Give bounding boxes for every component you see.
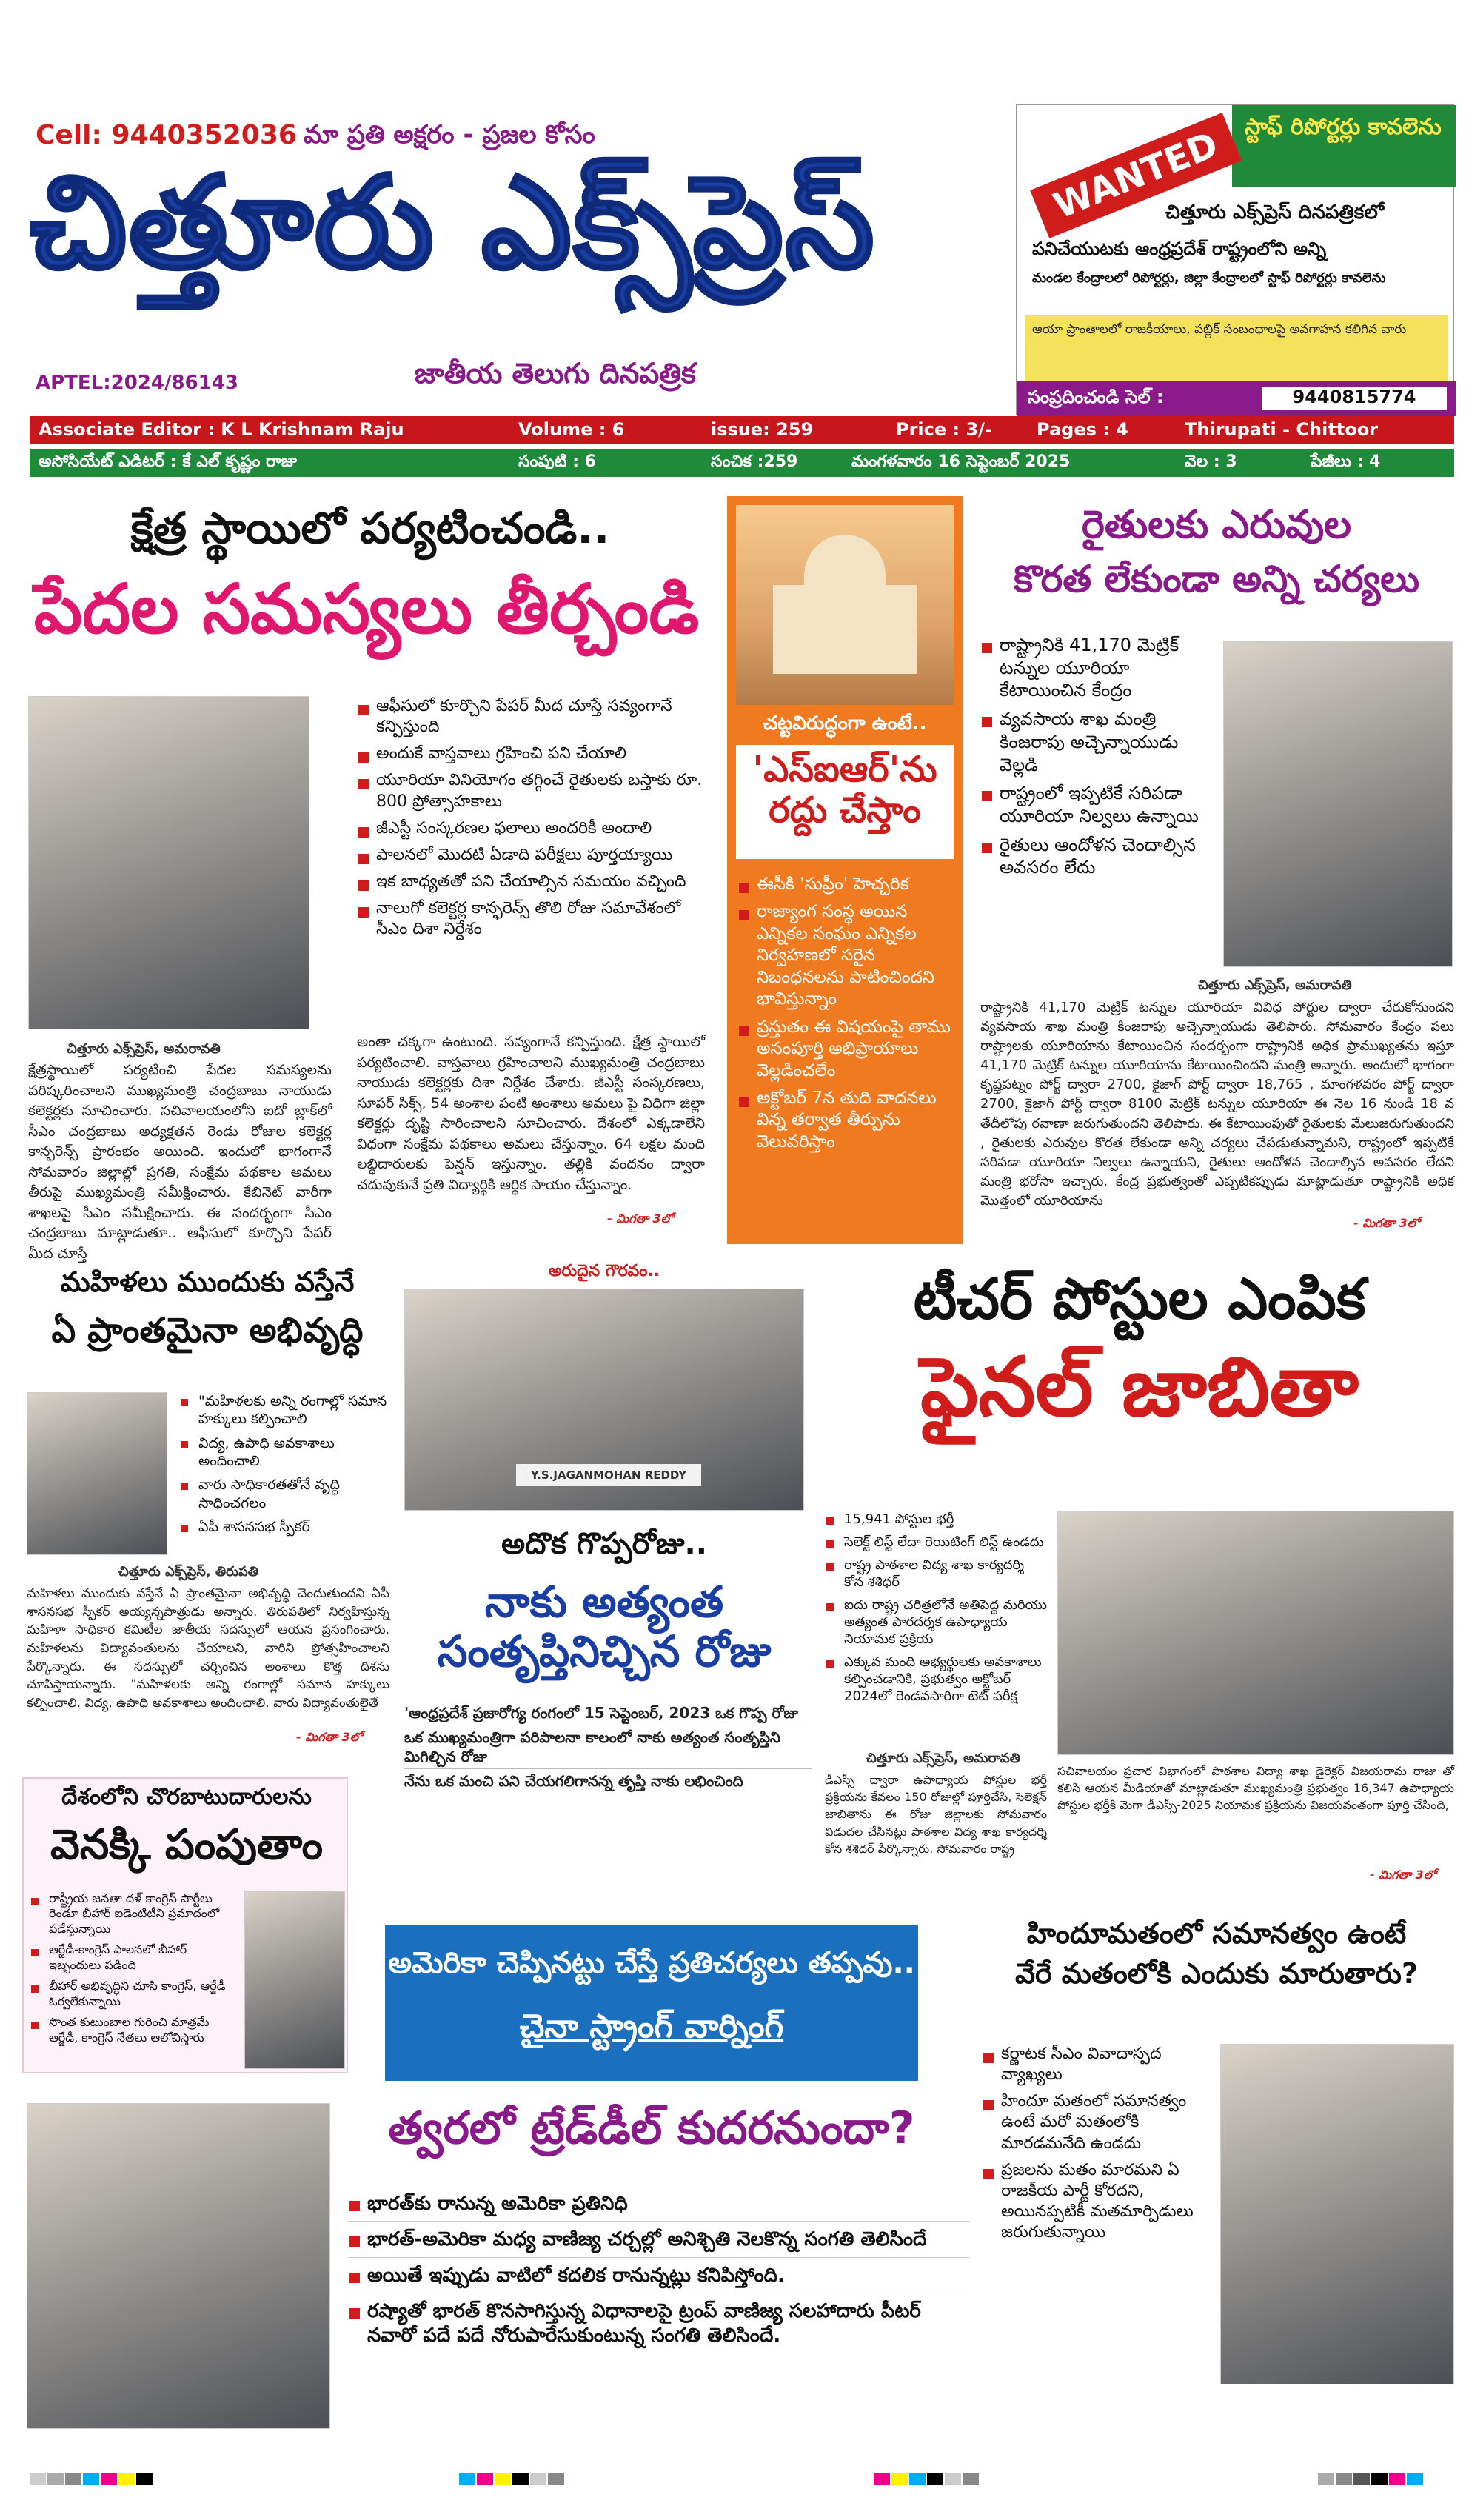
dome-icon [804, 535, 886, 586]
story2-bullet: ప్రస్తుతం ఈ విషయంపై తాము అసంపూర్తి అభిప్రాయాలు వెల్లడించలేం [737, 1017, 955, 1082]
story1-headline: పేదల సమస్యలు తీర్చండి [33, 569, 700, 649]
story5-kicker2: అదొక గొప్పరోజు.. [501, 1527, 707, 1561]
minister-photo [1223, 641, 1453, 967]
banner-line2: చైనా స్ట్రాంగ్ వార్నింగ్ [519, 2008, 784, 2045]
info-bar-english [30, 416, 1454, 444]
story9-bullet: రష్యాతో భారత్ కొనసాగిస్తున్న విధానాలపై ట్రంప్ వాణిజ్య సలహాదారు పీటర్ నవారో పదే పదే నోరుపారేసుకుంటున్న సంగతి తెలిసిందే. [348, 2299, 970, 2349]
story-women-empowerment [22, 1259, 392, 1748]
story1-bullet: ఇక బాధ్యతతో పని చేయాల్సిన సమయం వచ్చింది [357, 872, 705, 892]
tagline: మా ప్రతి అక్షరం - ప్రజల కోసం [304, 120, 595, 150]
story1-bullet: యూరియా వినియోగం తగ్గించే రైతులకు బస్తాకు రూ. 800 ప్రోత్సాహకాలు [357, 770, 705, 812]
story-fertilizer [976, 496, 1457, 1244]
story2-kicker: చట్టవిరుద్ధంగా ఉంటే.. [763, 712, 927, 735]
story4-bullet: "మహిళలకు అన్ని రంగాల్లో సమాన హక్కులు కల్పించాలి [179, 1392, 391, 1428]
supreme-court-photo [736, 505, 954, 705]
date-telugu: మంగళవారం 16 సెప్టెంబర్ 2025 [851, 452, 1071, 471]
story3-continued: - మిగతా 3లో [1353, 1216, 1420, 1230]
story3-dateline: చిత్తూరు ఎక్స్‌ప్రెస్, అమరావతి [1198, 977, 1352, 993]
story2-bullet: అక్టోబర్ 7న తుది వాదనలు విన్న తర్వాత తీర్పును వెలువరిస్తాం [737, 1088, 955, 1153]
story8-bullets [982, 2044, 1204, 2249]
wanted-ad-line2: పనిచేయుటకు ఆంధ్రప్రదేశ్ రాష్ట్రంలోని అన్ని [1032, 238, 1327, 259]
story3-headline: కొరత లేకుండా అన్ని చర్యలు [1013, 558, 1420, 601]
pm-photo [244, 1891, 345, 2069]
story1-dateline: చిత్తూరు ఎక్స్‌ప్రెస్, అమరావతి [67, 1041, 221, 1057]
banner-line1: అమెరికా చెప్పినట్టు చేస్తే ప్రతిచర్యలు తప్పవు.. [388, 1946, 915, 1980]
price-telugu: వెల : 3 [1185, 452, 1237, 471]
karnataka-cm-photo [1220, 2044, 1454, 2384]
story3-bullet: రైతులు ఆందోళన చెందాల్సిన అవసరం లేదు [980, 834, 1217, 879]
story7-kicker: దేశంలోని చొరబాటుదారులను [61, 1784, 312, 1810]
story6-bullet: ఎక్కువ మంది అభ్యర్థులకు అవకాశాలు కల్పించడానికి, ప్రభుత్వం అక్టోబర్ 2024లో రెండవసారిగా టెట్ పరీక్ష [825, 1654, 1047, 1705]
officials-photo [1057, 1511, 1454, 1755]
story6-kicker: టీచర్ పోస్టుల ఎంపిక [913, 1266, 1366, 1331]
registration-number: APTEL:2024/86143 [36, 372, 238, 394]
story5-line: 'ఆంధ్రప్రదేశ్ ప్రజారోగ్య రంగంలో 15 సెప్టెంబర్, 2023 ఒక గొప్ప రోజు [404, 1703, 812, 1725]
wanted-ad-contact-number: 9440815774 [1262, 387, 1447, 410]
story2-bullet: రాజ్యాంగ సంస్థ అయిన ఎన్నికల సంఘం ఎన్నికల నిర్వహణలో సరైన నిబంధనలను పాటించిందని భావిస్తున్నాం [737, 901, 955, 1010]
issue: issue: 259 [711, 419, 814, 440]
wanted-ad [1016, 104, 1454, 415]
story1-continued: - మిగతా 3లో [607, 1211, 674, 1226]
story1-bullets [357, 696, 705, 946]
cell-number: Cell: 9440352036 [36, 120, 297, 150]
speaker-photo [27, 1392, 167, 1555]
story9-bullet: భారత్‌కు రానున్న అమెరికా ప్రతినిధి [348, 2192, 970, 2222]
story-supreme-court [727, 496, 963, 1244]
story2-headline: 'ఎస్ఐఆర్'ను రద్దు చేస్తాం [736, 745, 954, 859]
story7-bullets [30, 1891, 238, 2051]
masthead [0, 0, 1469, 415]
wanted-ad-line1: చిత్తూరు ఎక్స్‌ప్రెస్ దినపత్రికలో [1165, 201, 1385, 224]
wanted-ad-heading: స్టాఫ్ రిపోర్టర్లు కావలెను [1245, 114, 1442, 140]
story4-dateline: చిత్తూరు ఎక్స్‌ప్రెస్, తిరుపతి [118, 1564, 258, 1580]
story4-body: మహిళలు ముందుకు వస్తేనే ఏ ప్రాంతమైనా అభివృద్ధి చెందుతుందని ఏపీ శాసనసభ స్పీకర్ అయ్యన్నపాత్రుడు అన్నారు. తిరుపతిలో నిర్వహిస్తున్న మహిళా సాధికార కమిటీల జాతీయ సదస్సులో ఆయన ప్రసంగించారు. మహిళలను విద్యావంతులను చేయాలని, వారిని ప్రోత్సహించాలని పేర్కొన్నారు. ఈ సదస్సులో చర్చించిన అంశాలు కొత్త దిశను చూపిస్తాయన్నారు. "మహిళలకు అన్ని రంగాల్లో సమాన హక్కులు కల్పించాలి. విద్య, ఉపాధి అవకాశాలు అందించాలి. వారు విద్యావంతులైతే [27, 1586, 389, 1711]
color-bar [30, 2473, 154, 2488]
info-bar-telugu [30, 449, 1454, 477]
story8-bullet: హిందూ మతంలో సమానత్వం ఉంటే మరో మతంలోకి మారడమనేది ఉండదు [982, 2091, 1204, 2153]
story9-bullets [348, 2192, 970, 2354]
story5-kicker: అరుదైన గౌరవం.. [548, 1262, 660, 1280]
associate-editor-telugu: అసోసియేట్ ఎడిటర్ : కే ఎల్ కృష్ణం రాజు [39, 452, 297, 471]
issue-telugu: సంచిక :259 [711, 452, 798, 471]
story6-bullets [825, 1511, 1047, 1711]
story9-headline: త్వరలో ట్రేడ్‌డీల్ కుదరనుందా? [388, 2102, 915, 2154]
associate-editor: Associate Editor : K L Krishnam Raju [39, 419, 404, 440]
wanted-ad-line3: మండల కేంద్రాలలో రిపోర్టర్లు, జిల్లా కేంద్రాలలో స్టాఫ్ రిపోర్టర్లు కావలెను [1032, 270, 1386, 286]
story2-bullet: ఈసీకి 'సుప్రీం' హెచ్చరిక [737, 874, 955, 895]
story7-bullet: ఆర్జేడీ-కాంగ్రెస్ పాలనలో బీహార్ ఇబ్బందులు పడింది [30, 1942, 238, 1973]
story1-bullet: పాలనలో మొదటి ఏడాది పరీక్షలు పూర్తయ్యాయి [357, 845, 705, 866]
story9-bullet: అయితే ఇప్పుడు వాటిలో కదలిక రానున్నట్లు కనిపిస్తోంది. [348, 2264, 970, 2293]
story1-bullet: అందుకే వాస్తవాలు గ్రహించి పని చేయాలి [357, 743, 705, 764]
color-bar [874, 2473, 980, 2488]
story-religion [976, 1911, 1457, 2429]
price: Price : 3/- [896, 419, 992, 440]
story5-line: ఒక ముఖ్యమంత్రిగా పరిపాలనా కాలంలో నాకు అత్యంత సంతృప్తిని మిగిల్చిన రోజు [404, 1728, 812, 1769]
story4-bullet: ఏపీ శాసనసభ స్పీకర్ [179, 1518, 391, 1536]
story2-bullets [737, 874, 955, 1159]
story-jagan [400, 1259, 814, 1790]
story3-bullets [980, 634, 1217, 885]
story1-kicker: క్షేత్ర స్థాయిలో పర్యటించండి.. [130, 503, 610, 553]
story7-bullet: రాష్ట్రీయ జనతా దళ్ కాంగ్రెస్ పార్టీలు రెండూ బీహార్ ఐడెంటిటీని ప్రమాదంలో పడేస్తున్నాయి [30, 1891, 238, 1936]
modi-trump-photo [27, 2103, 330, 2429]
story-teacher-posts [822, 1259, 1457, 1888]
story3-bullet: వ్యవసాయ శాఖ మంత్రి కింజరాపు అచ్చెన్నాయుడు వెల్లడి [980, 708, 1217, 776]
pages-telugu: పేజీలు : 4 [1311, 452, 1381, 471]
story7-headline: వెనక్కి పంపుతాం [50, 1821, 323, 1869]
jagan-photo [404, 1289, 804, 1511]
story6-bullet: రాష్ట్ర పాఠశాల విద్య శాఖ కార్యదర్శి కోన శశిధర్ [825, 1557, 1047, 1591]
story7-bullet: బీహార్ అభివృద్ధిని చూసి కాంగ్రెస్, ఆర్జేడీ ఓర్వలేకున్నాయి [30, 1979, 238, 2009]
story6-body-right: సచివాలయం ప్రచార విభాగంలో పాఠశాల విద్యా శాఖ డైరెక్టర్ విజయరామ రాజు తో కలిసి ఆయన మీడియాతో మాట్లాడుతూ ముఖ్యమంత్రి ప్రభుత్వం 16,347 ఉపాధ్యాయ పోస్టుల భర్తీకి మెగా డీఎస్సీ-2025 నియామక ప్రక్రియను విజయవంతంగా పూర్తి చేసింది, [1057, 1764, 1454, 1813]
story1-body-left: క్షేత్రస్థాయిలో పర్యటించి పేదల సమస్యలను పరిష్కరించాలని ముఖ్యమంత్రి చంద్రబాబు నాయుడు కలెక్టర్లకు సూచించారు. సచివాలయంలోని ఐదో బ్లాక్‌లో సీఎం చంద్రబాబు అధ్యక్షతన రెండు రోజుల కలెక్టర్ల కాన్ఫరెన్స్ ప్రారంభం అయింది. ఇందులో భాగంగానే సోమవారం జిల్లాల్లో ప్రగతి, సంక్షేమ పథకాల అమలు తీరుపై ముఖ్యమంత్రి సమీక్షించారు. కేబినెట్ వారీగా శాఖలపై సీఎం సమీక్షించారు. ఈ సందర్భంగా సీఎం చంద్రబాబు మాట్లాడుతూ.. ఆఫీసులో కూర్చొని పేపర్ మీద చూస్తే [28, 1062, 332, 1262]
story6-headline: ఫైనల్ జాబితా [920, 1340, 1359, 1434]
story5-headline: నాకు అత్యంత సంతృప్తినిచ్చిన రోజు [437, 1577, 772, 1677]
story-trade-deal [22, 2096, 970, 2436]
story3-kicker: రైతులకు ఎరువుల [1082, 503, 1351, 547]
masthead-subtitle: జాతీయ తెలుగు దినపత్రిక [415, 357, 696, 390]
story6-bullet: 15,941 పోస్టుల భర్తీ [825, 1511, 1047, 1528]
story6-dateline: చిత్తూరు ఎక్స్‌ప్రెస్, అమరావతి [866, 1751, 1020, 1766]
story5-lines [404, 1703, 812, 1791]
story1-bullet: జీఎస్టీ సంస్కరణల ఫలాలు అందరికీ అందాలి [357, 818, 705, 839]
volume: Volume : 6 [518, 419, 625, 440]
story3-body: రాష్ట్రానికి 41,170 మెట్రిక్ టన్నుల యూరియా వివిధ పోర్టుల ద్వారా చేరుకోనుందని వ్యవసాయ శాఖ మంత్రి కింజరాపు అచ్చెన్నాయుడు తెలిపారు. సోమవారం కేంద్రం పలు రాష్ట్రాలకు యూరియాను కేటాయించిన సందర్భంగా రాష్ట్రానికి అధిక ప్రాముఖ్యతను ఇస్తూ 41,170 మెట్రిక్ టన్నుల యూరియాను కేటాయించిందని మంత్రి అన్నారు. అందులో భాగంగా కృష్ణపట్నం పోర్ట్ ద్వారా 2700, కైజాగ్ పోర్ట్ ద్వారా 18,765 , మాంగళవరం పోర్ట్ ద్వారా 2700, కైజాగ్ పోర్ట్ ద్వారా 8100 మెట్రిక్ టన్నుల యూరియా ఈ నెల 16 నుండి 18 వ తేదీలోపు రవాణా జరుగుతుందని తెలిపారు. ఈ కేటాయింపుతో రైతులకు మేలుజరుగుతుందని , రైతులకు ఎరువుల కొరత లేకుండా అన్ని చర్యలు చేపడుతున్నామని, రాష్ట్రంలో ఇప్పటికే సరిపడా యూరియా నిల్వలు ఉన్నాయని, రైతులు ఆందోళన చెందాల్సిన అవసరం లేదని మంత్రి భరోసా ఇచ్చారు. కేంద్ర ప్రభుత్వంతో ఎప్పటికప్పుడు మాట్లాడుతూ రాష్ట్రానికి అధిక మొత్తంలో యూరియాను [980, 1000, 1454, 1209]
wanted-badge: WANTED [1030, 113, 1242, 238]
cm-photo [28, 696, 309, 1029]
story4-headline: ఏ ప్రాంతమైనా అభివృద్ధి [51, 1310, 364, 1350]
masthead-title: చిత్తూరు ఎక్స్‌ప్రెస్ [30, 148, 876, 297]
story4-bullets [179, 1392, 391, 1542]
story4-bullet: వారు సాధికారతతోనే వృద్ధి సాధించగలం [179, 1476, 391, 1512]
story6-body-left: డీఎస్సీ ద్వారా ఉపాధ్యాయ పోస్టుల భర్తీ ప్రక్రియను కేవలం 150 రోజుల్లో పూర్తిచేసి, సెలెక్షన్ జాబితాను ఈ రోజు జిల్లాలకు సోమవారం విడుదల చేసినట్లు పాఠశాల విద్య శాఖ కార్యదర్శి కోన శశిధర్ పేర్కొన్నారు. సోమవారం రాష్ట్ర [825, 1773, 1047, 1856]
story-cm-collectors [22, 496, 711, 1262]
story3-bullet: రాష్ట్రానికి 41,170 మెట్రిక్ టన్నుల యూరియా కేటాయించిన కేంద్రం [980, 634, 1217, 702]
story6-continued: - మిగతా 3లో [1370, 1868, 1436, 1882]
story8-headline: వేరే మతంలోకి ఎందుకు మారుతారు? [1015, 1957, 1418, 1990]
nameplate: Y.S.JAGANMOHAN REDDY [516, 1464, 701, 1486]
story4-kicker: మహిళలు ముందుకు వస్తేనే [60, 1266, 355, 1298]
story8-bullet: ప్రజలను మతం మారమని ఏ రాజకీయ పార్టీ కోరదని, అయినప్పటికీ మతమార్పిడులు జరుగుతున్నాయి [982, 2160, 1204, 2244]
building-icon [773, 585, 917, 674]
story-infiltrators [22, 1777, 348, 2073]
volume-telugu: సంపుటి : 6 [518, 452, 596, 471]
story6-bullet: సెలెక్ట్ లిస్ట్ లేదా రెయిటింగ్ లిస్ట్ ఉండదు [825, 1534, 1047, 1551]
story8-bullet: కర్ణాటక సీఎం వివాదాస్పద వ్యాఖ్యలు [982, 2044, 1204, 2085]
wanted-ad-contact-label: సంప్రదించండి సెల్ : [1028, 387, 1164, 407]
story1-body-right: అంతా చక్కగా ఉంటుంది. సవ్యంగానే కన్పిస్తుంది. క్షేత్ర స్థాయిలో పర్యటించాలి. వాస్తవాలు గ్రహించాలని ముఖ్యమంత్రి చంద్రబాబు నాయుడు కలెక్టర్లకు దిశా నిర్దేశం చేశారు. జీఎస్టీ సంస్కరణలు, సూపర్ సిక్స్, 54 అంశాల పంటి అంశాలు అమలు పై విధిగా జిల్లా కలెక్టర్లు దృష్టి సారించాలని సూచించారు. దేశంలో ఎక్కడాలేని విధంగా సంక్షేమ పథకాలు అమలు చేస్తున్నాం. 64 లక్షల మంది లబ్ధిదారులకు పెన్షన్ ఇస్తున్నాం. తల్లికి వందనం ద్వారా చదువుకునే ప్రతి విద్యార్థికి ఆర్థిక సాయం చేస్తున్నాం. [357, 1034, 705, 1193]
wanted-ad-line4: ఆయా ప్రాంతాలలో రాజకీయాలు, పబ్లిక్ సంబంధాలపై అవగాహన కలిగిన వారు [1025, 315, 1448, 381]
story9-bullet: భారత్-అమెరికా మధ్య వాణిజ్య చర్చల్లో అనిశ్చితి నెలకొన్న సంగతి తెలిసిందే [348, 2227, 970, 2257]
place: Thirupati - Chittoor [1185, 419, 1379, 440]
story7-bullet: సొంత కుటుంబాల గురించి మాత్రమే ఆర్జేడీ, కాంగ్రెస్ నేతలు ఆలోచిస్తారు [30, 2015, 238, 2045]
story4-continued: - మిగతా 3లో [296, 1730, 363, 1744]
china-warning-banner [385, 1925, 918, 2081]
story1-bullet: నాలుగో కలెక్టర్ల కాన్ఫరెన్స్ తొలి రోజు సమావేశంలో సీఎం దిశా నిర్దేశం [357, 898, 705, 940]
story3-bullet: రాష్ట్రంలో ఇప్పటికే సరిపడా యూరియా నిల్వలు ఉన్నాయి [980, 782, 1217, 827]
color-bar [1318, 2473, 1425, 2488]
story1-bullet: ఆఫీసులో కూర్చొని పేపర్ మీద చూస్తే సవ్యంగానే కన్పిస్తుంది [357, 696, 705, 738]
color-bar [459, 2473, 566, 2488]
story8-kicker: హిందూమతంలో సమానత్వం ఉంటే [1026, 1917, 1407, 1950]
story4-bullet: విద్య, ఉపాధి అవకాశాలు అందించాలి [179, 1434, 391, 1471]
story6-bullet: ఐదు రాష్ట్ర చరిత్రలోనే అతిపెద్ద మరియు అత్యంత పారదర్శక ఉపాధ్యాయ నియామక ప్రక్రియ [825, 1597, 1047, 1648]
registration-marks [0, 2473, 1469, 2496]
story5-line: నేను ఒక మంచి పని చేయగలిగానన్న తృప్తి నాకు లభించింది [404, 1772, 743, 1790]
pages: Pages : 4 [1037, 419, 1128, 440]
